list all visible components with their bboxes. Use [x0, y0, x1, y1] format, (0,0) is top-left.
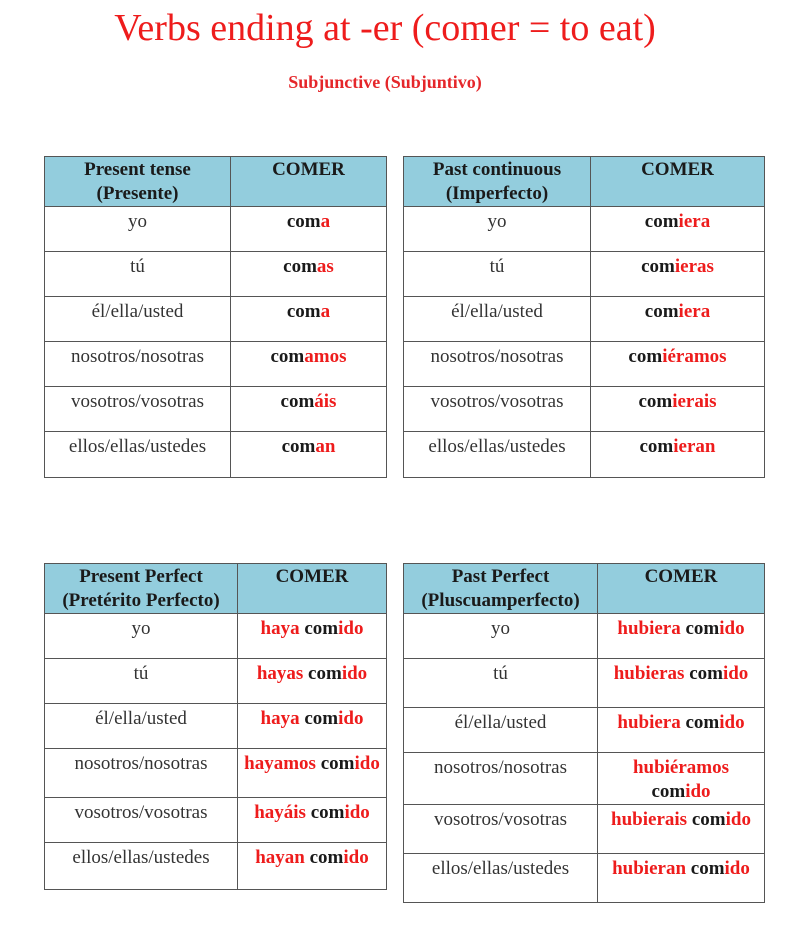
conjugation-stem: com: [299, 708, 339, 729]
conjugation-cell: [591, 342, 765, 387]
table-row: [45, 387, 387, 432]
conjugation-ending: hayan: [255, 847, 305, 868]
verb-header: COMER: [238, 564, 387, 614]
table-row: [404, 753, 765, 805]
conjugation-cell: [231, 387, 387, 432]
conjugation-cell: [591, 252, 765, 297]
page-title: Verbs ending at -er (comer = to eat): [114, 7, 656, 49]
tense-name-spanish: (Imperfecto): [445, 183, 549, 204]
past-perfect-table: [403, 563, 765, 903]
tense-name-spanish: (Pretérito Perfecto): [62, 590, 220, 611]
tense-header: [45, 157, 231, 207]
pronoun-cell: tú: [404, 659, 598, 708]
conjugation-ending: amos: [304, 346, 347, 367]
conjugation-stem: com: [270, 346, 305, 367]
conjugation-ending: ido: [343, 847, 369, 868]
pronoun-cell: él/ella/usted: [404, 708, 598, 753]
conjugation-cell: [598, 753, 765, 805]
pronoun-cell: él/ella/usted: [45, 704, 238, 749]
pronoun-cell: yo: [404, 614, 598, 659]
tense-name: Past continuous: [432, 159, 562, 180]
pronoun-cell: nosotros/nosotras: [404, 342, 591, 387]
tense-name: Present Perfect: [79, 566, 203, 587]
conjugation-cell: [591, 207, 765, 252]
present-perfect-table: [44, 563, 387, 890]
tense-name-spanish: (Presente): [96, 183, 179, 204]
conjugation-ending: hubiéramos: [632, 757, 730, 778]
pronoun-cell: yo: [45, 614, 238, 659]
conjugation-cell: [598, 708, 765, 753]
table-row: [45, 297, 387, 342]
table-row: [45, 207, 387, 252]
conjugation-stem: com: [686, 858, 725, 879]
table-row: [404, 297, 765, 342]
pronoun-cell: él/ella/usted: [45, 297, 231, 342]
table-row: [45, 342, 387, 387]
tense-header: [45, 564, 238, 614]
tense-name: Past Perfect: [451, 566, 550, 587]
pronoun-cell: tú: [45, 659, 238, 704]
conjugation-stem: com: [651, 781, 686, 802]
conjugation-ending: ido: [719, 712, 745, 733]
conjugation-ending: hayamos: [244, 753, 316, 774]
verb-header: COMER: [231, 157, 387, 207]
conjugation-stem: com: [639, 436, 674, 457]
pronoun-cell: ellos/ellas/ustedes: [45, 432, 231, 478]
conjugation-cell: [231, 432, 387, 478]
conjugation-ending: ido: [685, 781, 711, 802]
conjugation-ending: hubiera: [617, 618, 681, 639]
pronoun-cell: ellos/ellas/ustedes: [404, 432, 591, 478]
table-row: [45, 749, 387, 798]
conjugation-ending: ido: [354, 753, 380, 774]
pronoun-cell: él/ella/usted: [404, 297, 591, 342]
conjugation-ending: ido: [725, 809, 751, 830]
conjugation-stem: com: [680, 618, 720, 639]
table-row: [45, 704, 387, 749]
conjugation-stem: com: [281, 436, 316, 457]
table-row: [45, 614, 387, 659]
table-row: [45, 843, 387, 890]
conjugation-ending: iera: [678, 211, 711, 232]
table-row: [45, 798, 387, 843]
conjugation-ending: hayas: [256, 663, 304, 684]
table-row: [404, 659, 765, 708]
conjugation-cell: [231, 207, 387, 252]
conjugation-ending: haya: [260, 708, 300, 729]
conjugation-ending: hubierais: [611, 809, 688, 830]
conjugation-ending: ido: [344, 802, 370, 823]
conjugation-cell: [238, 843, 387, 890]
conjugation-cell: [231, 252, 387, 297]
conjugation-stem: com: [305, 802, 345, 823]
conjugation-cell: [238, 704, 387, 749]
conjugation-cell: [231, 342, 387, 387]
conjugation-ending: hayáis: [254, 802, 306, 823]
pronoun-cell: ellos/ellas/ustedes: [45, 843, 238, 890]
conjugation-stem: com: [304, 847, 344, 868]
conjugation-ending: ido: [338, 708, 364, 729]
conjugation-stem: com: [644, 211, 679, 232]
conjugation-cell: [598, 659, 765, 708]
pronoun-cell: nosotros/nosotras: [45, 749, 238, 798]
tense-name-spanish: (Pluscuamperfecto): [421, 590, 580, 611]
conjugation-cell: [231, 297, 387, 342]
conjugation-stem: com: [303, 663, 342, 684]
tense-name: Present tense: [84, 159, 191, 180]
tense-header: [404, 157, 591, 207]
pronoun-cell: vosotros/vosotras: [45, 798, 238, 843]
table-row: [404, 432, 765, 478]
pronoun-cell: ellos/ellas/ustedes: [404, 854, 598, 903]
conjugation-stem: com: [280, 391, 315, 412]
conjugation-cell: [238, 614, 387, 659]
conjugation-stem: com: [680, 712, 720, 733]
conjugation-cell: [598, 614, 765, 659]
verb-header: COMER: [598, 564, 765, 614]
conjugation-ending: a: [320, 301, 331, 322]
pronoun-cell: yo: [45, 207, 231, 252]
conjugation-cell: [598, 854, 765, 903]
pronoun-cell: nosotros/nosotras: [45, 342, 231, 387]
table-row: [404, 252, 765, 297]
tense-header: [404, 564, 598, 614]
table-row: [404, 854, 765, 903]
conjugation-cell: [238, 749, 387, 798]
conjugation-cell: [591, 432, 765, 478]
pronoun-cell: vosotros/vosotras: [404, 805, 598, 854]
conjugation-ending: ido: [719, 618, 745, 639]
conjugation-cell: [591, 297, 765, 342]
conjugation-ending: ido: [724, 858, 750, 879]
conjugation-stem: com: [684, 663, 723, 684]
conjugation-cell: [238, 798, 387, 843]
verb-header: COMER: [591, 157, 765, 207]
conjugation-stem: com: [641, 256, 675, 277]
table-row: [45, 659, 387, 704]
conjugation-ending: a: [320, 211, 331, 232]
conjugation-ending: as: [316, 256, 334, 277]
conjugation-stem: com: [628, 346, 663, 367]
conjugation-ending: áis: [314, 391, 337, 412]
pronoun-cell: vosotros/vosotras: [45, 387, 231, 432]
conjugation-ending: ido: [338, 618, 364, 639]
conjugation-stem: com: [638, 391, 673, 412]
past-continuous-table: [403, 156, 765, 478]
conjugation-stem: com: [283, 256, 317, 277]
conjugation-ending: an: [315, 436, 336, 457]
conjugation-cell: [591, 387, 765, 432]
conjugation-ending: ierais: [672, 391, 717, 412]
conjugation-ending: ieras: [674, 256, 714, 277]
conjugation-cell: [598, 805, 765, 854]
conjugation-ending: hubieras: [613, 663, 685, 684]
conjugation-stem: com: [315, 753, 355, 774]
pronoun-cell: vosotros/vosotras: [404, 387, 591, 432]
table-row: [404, 342, 765, 387]
conjugation-stem: com: [687, 809, 726, 830]
conjugation-ending: iéramos: [662, 346, 727, 367]
conjugation-stem: com: [286, 301, 321, 322]
conjugation-ending: hubiera: [617, 712, 681, 733]
table-row: [45, 432, 387, 478]
conjugation-ending: hubieran: [612, 858, 687, 879]
conjugation-stem: com: [644, 301, 679, 322]
pronoun-cell: yo: [404, 207, 591, 252]
pronoun-cell: tú: [45, 252, 231, 297]
table-row: [404, 708, 765, 753]
present-tense-table: [44, 156, 387, 478]
pronoun-cell: tú: [404, 252, 591, 297]
conjugation-cell: [238, 659, 387, 704]
pronoun-cell: nosotros/nosotras: [404, 753, 598, 805]
conjugation-ending: ieran: [673, 436, 716, 457]
conjugation-stem: com: [286, 211, 321, 232]
table-row: [45, 252, 387, 297]
table-row: [404, 614, 765, 659]
conjugation-stem: com: [299, 618, 339, 639]
table-row: [404, 805, 765, 854]
conjugation-ending: ido: [722, 663, 749, 684]
conjugation-ending: iera: [678, 301, 711, 322]
page-subtitle: Subjunctive (Subjuntivo): [288, 72, 482, 92]
table-row: [404, 207, 765, 252]
conjugation-ending: ido: [341, 663, 368, 684]
conjugation-ending: haya: [260, 618, 300, 639]
table-row: [404, 387, 765, 432]
